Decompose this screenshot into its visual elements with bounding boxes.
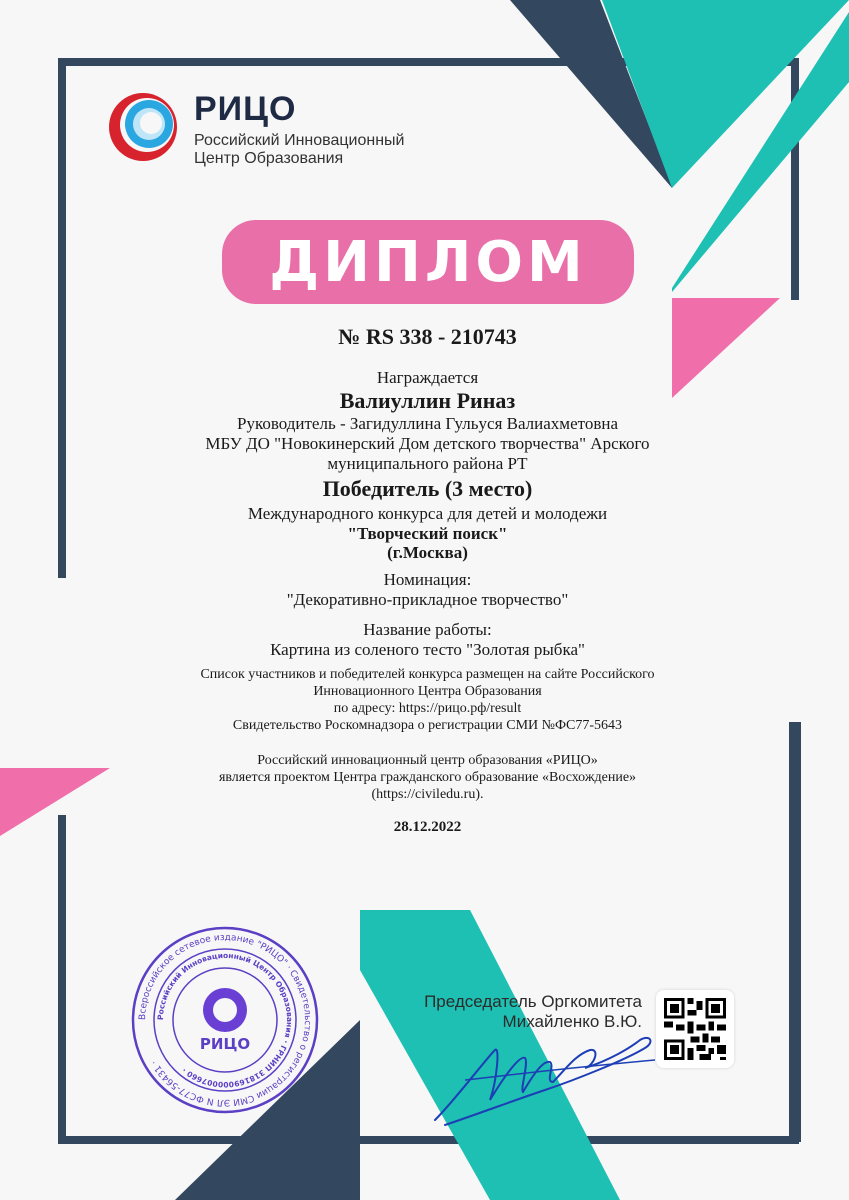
info-line1: Список участников и победителей конкурса размещен на сайте Российского — [200, 667, 655, 682]
navy-bar-right — [789, 722, 801, 1142]
work-label: Название работы: — [363, 620, 492, 639]
supervisor: Руководитель - Загидуллина Гульуся Валиахметовна — [236, 414, 618, 433]
place: Победитель (3 место) — [322, 476, 533, 501]
project-line3: (https://civiledu.ru). — [371, 787, 484, 802]
institution-line1: МБУ ДО "Новокинерский Дом детского творчества" Арского — [205, 434, 650, 453]
awarded-label: Награждается — [376, 368, 479, 387]
pink-shape-left — [0, 768, 110, 836]
project-line1: Российский инновационный центр образования «РИЦО» — [257, 753, 598, 768]
rico-logo-icon — [104, 88, 182, 166]
contest-name: "Творческий поиск" — [347, 524, 508, 543]
info-line3: по адресу: https://рицо.рф/result — [333, 701, 522, 716]
contest-line: Международного конкурса для детей и молодежи — [247, 504, 608, 523]
signature-title-line1: Председатель Оргкомитета — [424, 992, 642, 1011]
contest-city: (г.Москва) — [387, 543, 468, 562]
nomination-value: "Декоративно-прикладное творчество" — [286, 590, 569, 609]
work-value: Картина из соленого тесто "Золотая рыбка" — [270, 640, 585, 659]
stamp-center-text: РИЦО — [199, 1035, 251, 1053]
certificate-number: № RS 338 - 210743 — [338, 324, 517, 349]
logo — [104, 88, 444, 178]
handwritten-signature — [425, 1020, 665, 1130]
nomination-label: Номинация: — [383, 570, 472, 589]
project-line2: является проектом Центра гражданского образование «Восхождение» — [218, 770, 637, 785]
logo-subtitle — [194, 132, 404, 168]
stamp-outer-text: Всероссийское сетевое издание "РИЦО" · Свидетельство о регистрации СМИ ЭЛ N ФС77-56431 · — [137, 932, 313, 1108]
certificate-date: 28.12.2022 — [393, 819, 462, 835]
logo-subtitle-line2: Центр Образования — [194, 150, 344, 167]
institution-line2: муниципального района РТ — [327, 454, 528, 473]
diploma-title: ДИПЛОМ — [269, 229, 587, 295]
certificate-body — [140, 318, 715, 836]
info-line4: Свидетельство Роскомнадзора о регистрации СМИ №ФС77-5643 — [232, 718, 623, 733]
info-line2: Инновационного Центра Образования — [313, 684, 542, 699]
signature-title-line2: Михайленко В.Ю. — [502, 1012, 642, 1031]
logo-name: РИЦО — [194, 90, 297, 128]
diploma-banner — [222, 220, 634, 304]
recipient-name: Валиуллин Риназ — [339, 388, 516, 413]
official-stamp — [130, 925, 320, 1115]
qr-code[interactable] — [656, 990, 734, 1068]
logo-subtitle-line1: Российский Инновационный — [194, 132, 405, 149]
qr-code-icon — [664, 998, 726, 1060]
stamp-inner-text: Российский Инновационный Центр Образования · ГРНИП 318169000007660 · — [155, 950, 295, 1090]
